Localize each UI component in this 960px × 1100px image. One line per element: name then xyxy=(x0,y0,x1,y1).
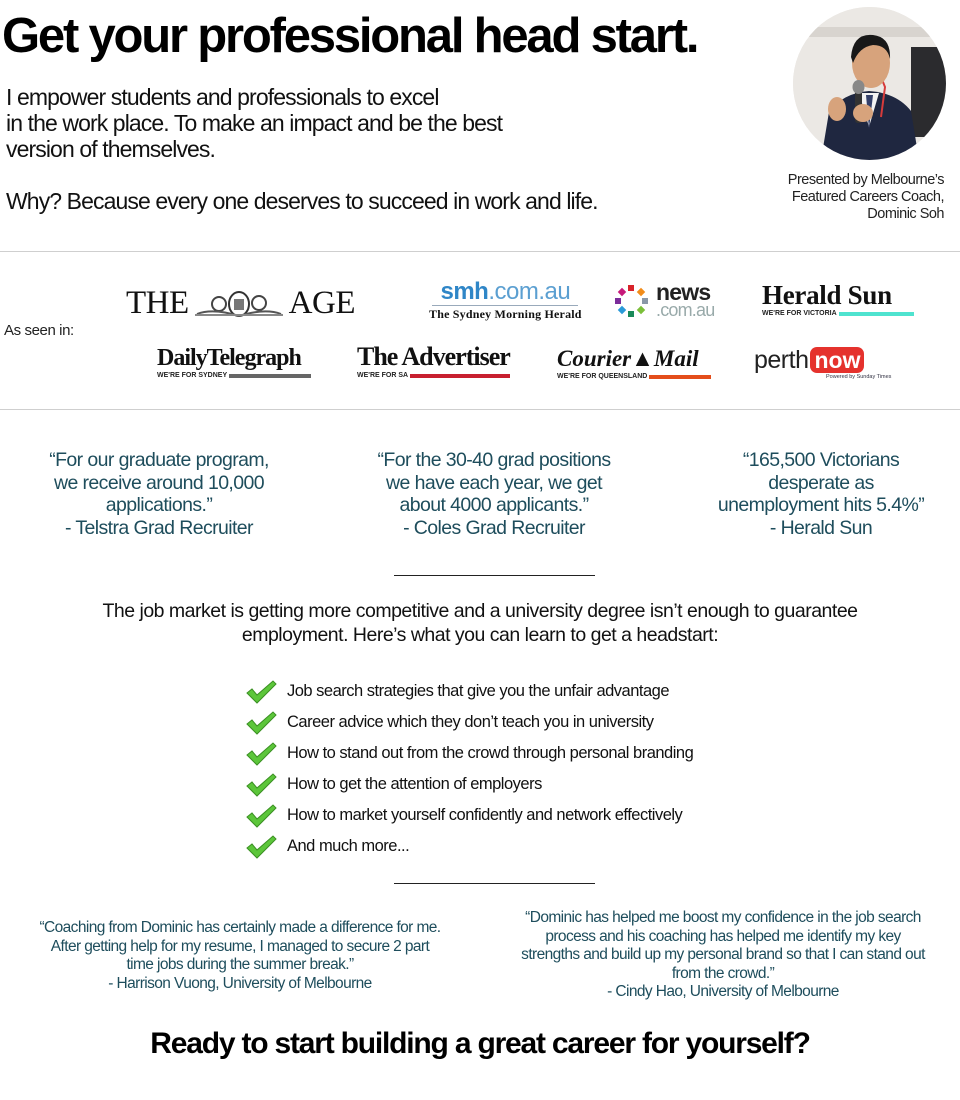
presenter-photo xyxy=(793,7,946,160)
benefit-text: How to stand out from the crowd through personal branding xyxy=(287,744,694,762)
short-divider xyxy=(394,883,595,884)
short-divider xyxy=(394,575,595,576)
hero-intro-line: in the work place. To make an impact and be the best xyxy=(6,110,503,136)
testimonial xyxy=(493,909,953,1002)
quote-line: desperate as xyxy=(768,471,874,494)
daily-telegraph-bar xyxy=(229,374,311,378)
page-title: Get your professional head start. xyxy=(2,9,698,63)
advertiser-bar xyxy=(410,374,510,378)
quote-source: - Telstra Grad Recruiter xyxy=(65,516,253,539)
smh-bold: smh xyxy=(440,278,489,305)
benefits-list xyxy=(245,676,693,862)
quote-line: applications.” xyxy=(105,494,213,516)
section-divider xyxy=(0,251,960,252)
testimonial-line: strengths and build up my personal brand so that I can stand out xyxy=(521,946,925,963)
checkmark-icon xyxy=(245,710,277,736)
quote-line: “For the 30-40 grad positions xyxy=(377,449,611,471)
checkmark-icon xyxy=(245,741,277,767)
courier-mail-name: Courier▲Mail xyxy=(557,346,699,371)
logo-daily-telegraph xyxy=(157,344,311,379)
the-age-left: THE xyxy=(126,285,189,321)
stat-quote xyxy=(671,449,960,539)
smh-domain: .com.au xyxy=(488,278,571,305)
quote-source: - Coles Grad Recruiter xyxy=(403,516,585,539)
testimonial xyxy=(10,919,470,993)
section-divider xyxy=(0,409,960,410)
testimonial-line: process and his coaching has helped me identify my key xyxy=(545,927,901,945)
the-age-right: AGE xyxy=(288,285,355,321)
smh-wordmark xyxy=(440,280,570,304)
daily-telegraph-tagline: WE'RE FOR SYDNEY xyxy=(157,372,228,379)
hero-intro-line: I empower students and professionals to excel xyxy=(6,84,439,110)
hero-intro-line: version of themselves. xyxy=(6,136,216,162)
herald-sun-name: Herald Sun xyxy=(762,280,892,310)
stat-quote xyxy=(9,449,309,539)
hero-intro xyxy=(6,84,626,162)
courier-mail-tagline: WE'RE FOR QUEENSLAND xyxy=(557,373,648,380)
as-seen-in-label: As seen in: xyxy=(4,322,74,339)
benefit-text: Job search strategies that give you the unfair advantage xyxy=(287,682,670,700)
quote-line: we receive around 10,000 xyxy=(53,471,264,494)
advertiser-tagline: WE'RE FOR SA xyxy=(357,372,409,379)
quote-line: about 4000 applicants.” xyxy=(399,494,589,516)
benefit-text: How to market yourself confidently and network effectively xyxy=(287,806,683,824)
benefit-text: And much more... xyxy=(287,837,410,855)
lede-paragraph xyxy=(20,599,940,647)
benefit-item xyxy=(245,769,693,800)
testimonial-source: - Harrison Vuong, University of Melbourne xyxy=(108,974,372,992)
lede-line: The job market is getting more competitive and a university degree isn’t enough to guarantee xyxy=(102,600,858,622)
advertiser-name: The Advertiser xyxy=(357,342,510,371)
perth-wordmark: perth xyxy=(754,346,809,374)
smh-rule xyxy=(432,305,578,306)
benefit-item xyxy=(245,800,693,831)
logo-herald-sun xyxy=(762,280,914,317)
logo-news-com-au xyxy=(614,279,715,320)
lede-line: employment. Here’s what you can learn to get a headstart: xyxy=(241,624,719,646)
hero-why: Why? Because every one deserves to succeed in work and life. xyxy=(6,188,598,214)
benefit-item xyxy=(245,707,693,738)
quote-line: we have each year, we get xyxy=(386,471,602,494)
daily-telegraph-name: DailyTelegraph xyxy=(157,345,301,371)
quote-source: - Herald Sun xyxy=(769,516,873,539)
now-badge: now xyxy=(810,347,864,373)
quote-line: unemployment hits 5.4%” xyxy=(717,494,925,516)
logo-courier-mail xyxy=(557,345,711,380)
news-dots-icon xyxy=(614,284,652,318)
benefit-item xyxy=(245,676,693,707)
logo-the-age xyxy=(126,285,355,322)
coat-of-arms-icon xyxy=(193,290,285,318)
quote-line: “For our graduate program, xyxy=(49,449,269,471)
checkmark-icon xyxy=(245,772,277,798)
benefit-item xyxy=(245,738,693,769)
testimonial-source: - Cindy Hao, University of Melbourne xyxy=(607,983,839,1000)
courier-mail-bar xyxy=(649,375,711,379)
checkmark-icon xyxy=(245,803,277,829)
testimonial-line: time jobs during the summer break.” xyxy=(126,956,354,973)
checkmark-icon xyxy=(245,834,277,860)
presenter-caption-line: Featured Careers Coach, xyxy=(791,189,944,205)
benefit-text: How to get the attention of employers xyxy=(287,775,542,793)
news-domain: .com.au xyxy=(656,300,715,320)
logo-smh xyxy=(429,280,582,322)
news-bold: news xyxy=(656,279,711,305)
stat-quote xyxy=(344,449,644,539)
testimonial-line: After getting help for my resume, I managed to secure 2 part xyxy=(50,937,430,955)
herald-sun-tagline: WE'RE FOR VICTORIA xyxy=(762,310,837,317)
herald-sun-bar xyxy=(839,312,914,316)
presenter-caption-line: Presented by Melbourne’s xyxy=(787,172,944,188)
quote-line: “165,500 Victorians xyxy=(742,449,900,471)
checkmark-icon xyxy=(245,679,277,705)
perth-subtitle: Powered by Sunday Times xyxy=(826,374,892,380)
benefit-text: Career advice which they don’t teach you in university xyxy=(287,713,654,731)
presenter-caption-line: Dominic Soh xyxy=(867,206,944,222)
logo-perth-now xyxy=(754,347,891,380)
person-photo-icon xyxy=(793,7,946,160)
presenter-caption xyxy=(724,172,944,223)
benefit-item xyxy=(245,831,693,862)
testimonial-line: “Coaching from Dominic has certainly made a difference for me. xyxy=(39,919,441,936)
logo-the-advertiser xyxy=(357,342,510,379)
testimonial-line: “Dominic has helped me boost my confidence in the job search xyxy=(525,909,921,926)
testimonial-line: from the crowd.” xyxy=(671,964,775,982)
cta-heading: Ready to start building a great career for yourself? xyxy=(150,1027,810,1060)
smh-subtitle: The Sydney Morning Herald xyxy=(429,307,582,321)
